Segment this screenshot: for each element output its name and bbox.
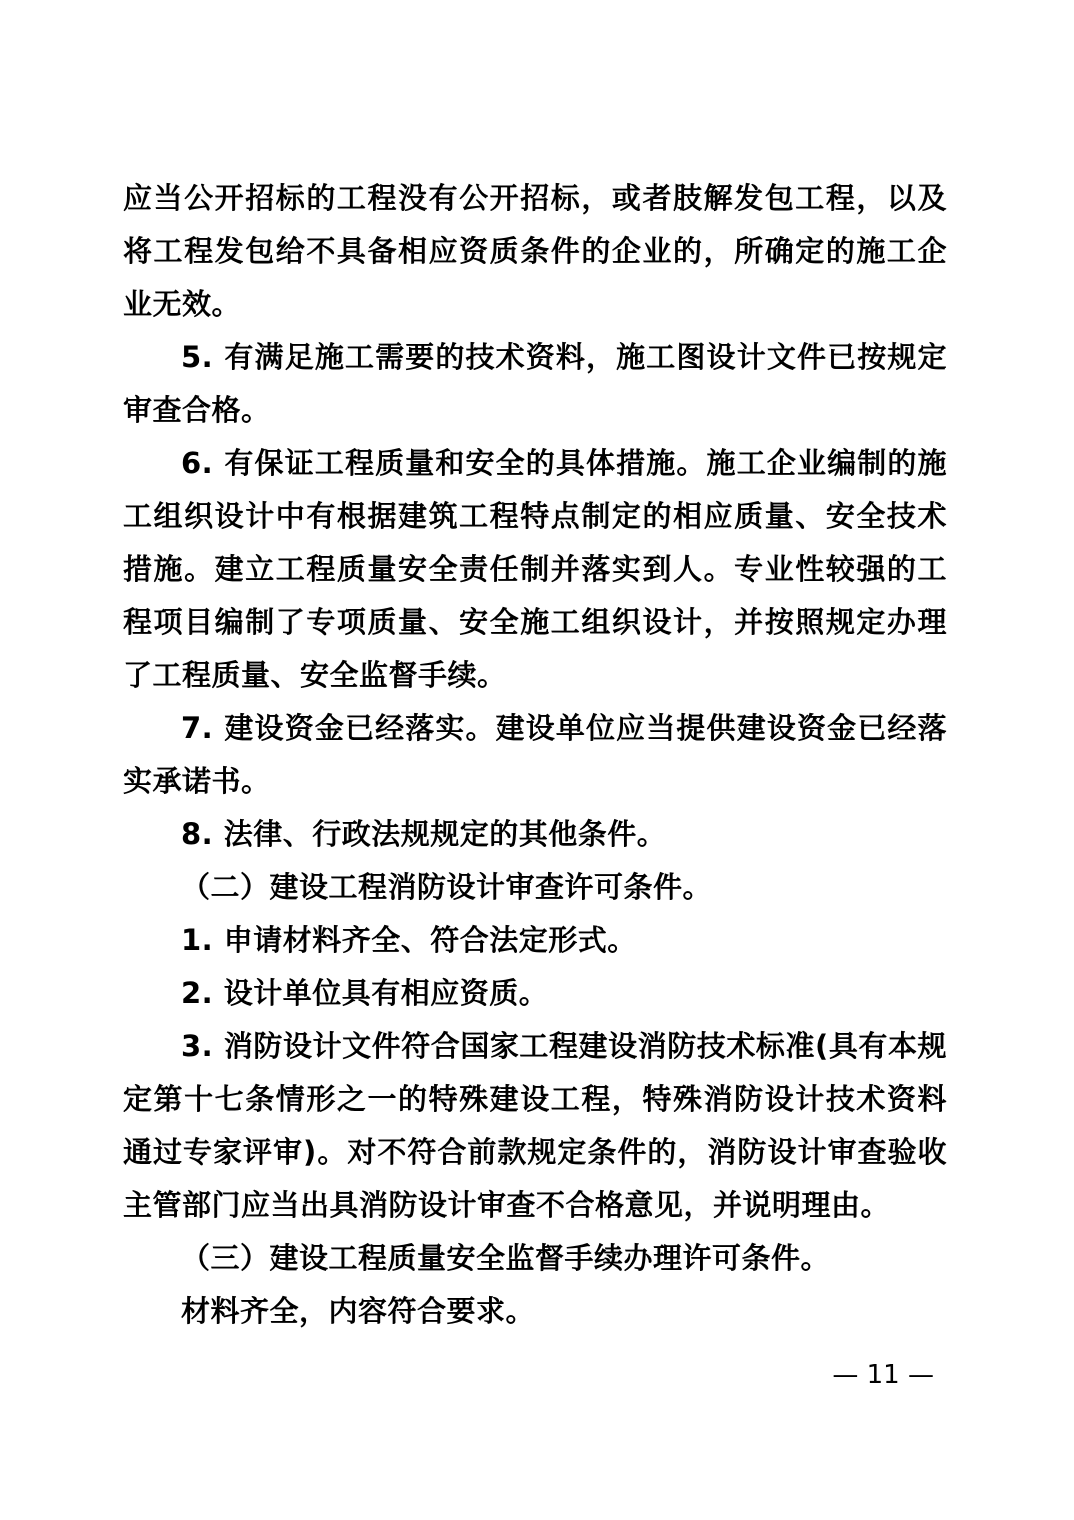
paragraph: 7. 建设资金已经落实。建设单位应当提供建设资金已经落实承诺书。: [123, 711, 947, 798]
paragraph: 8. 法律、行政法规规定的其他条件。: [181, 817, 667, 851]
document-body: [123, 172, 947, 1338]
paragraph: 材料齐全，内容符合要求。: [181, 1294, 536, 1328]
paragraph: 应当公开招标的工程没有公开招标，或者肢解发包工程，以及将工程发包给不具备相应资质条件的企业的，所确定的施工企业无效。: [123, 181, 947, 321]
paragraph: 3. 消防设计文件符合国家工程建设消防技术标准(具有本规定第十七条情形之一的特殊建设工程，特殊消防设计技术资料通过专家评审)。对不符合前款规定条件的，消防设计审查验收主管部门应当出具消防设计审查不合格意见，并说明理由。: [123, 1029, 947, 1222]
paragraph: 1. 申请材料齐全、符合法定形式。: [181, 923, 637, 957]
page-number: — 11 —: [832, 1360, 934, 1390]
paragraph: 2. 设计单位具有相应资质。: [181, 976, 549, 1010]
paragraph: （二）建设工程消防设计审查许可条件。: [181, 870, 713, 904]
paragraph: （三）建设工程质量安全监督手续办理许可条件。: [181, 1241, 831, 1275]
paragraph: 6. 有保证工程质量和安全的具体措施。施工企业编制的施工组织设计中有根据建筑工程特点制定的相应质量、安全技术措施。建立工程质量安全责任制并落实到人。专业性较强的工程项目编制了专项质量、安全施工组织设计，并按照规定办理了工程质量、安全监督手续。: [123, 446, 947, 692]
paragraph: 5. 有满足施工需要的技术资料，施工图设计文件已按规定审查合格。: [123, 340, 947, 427]
